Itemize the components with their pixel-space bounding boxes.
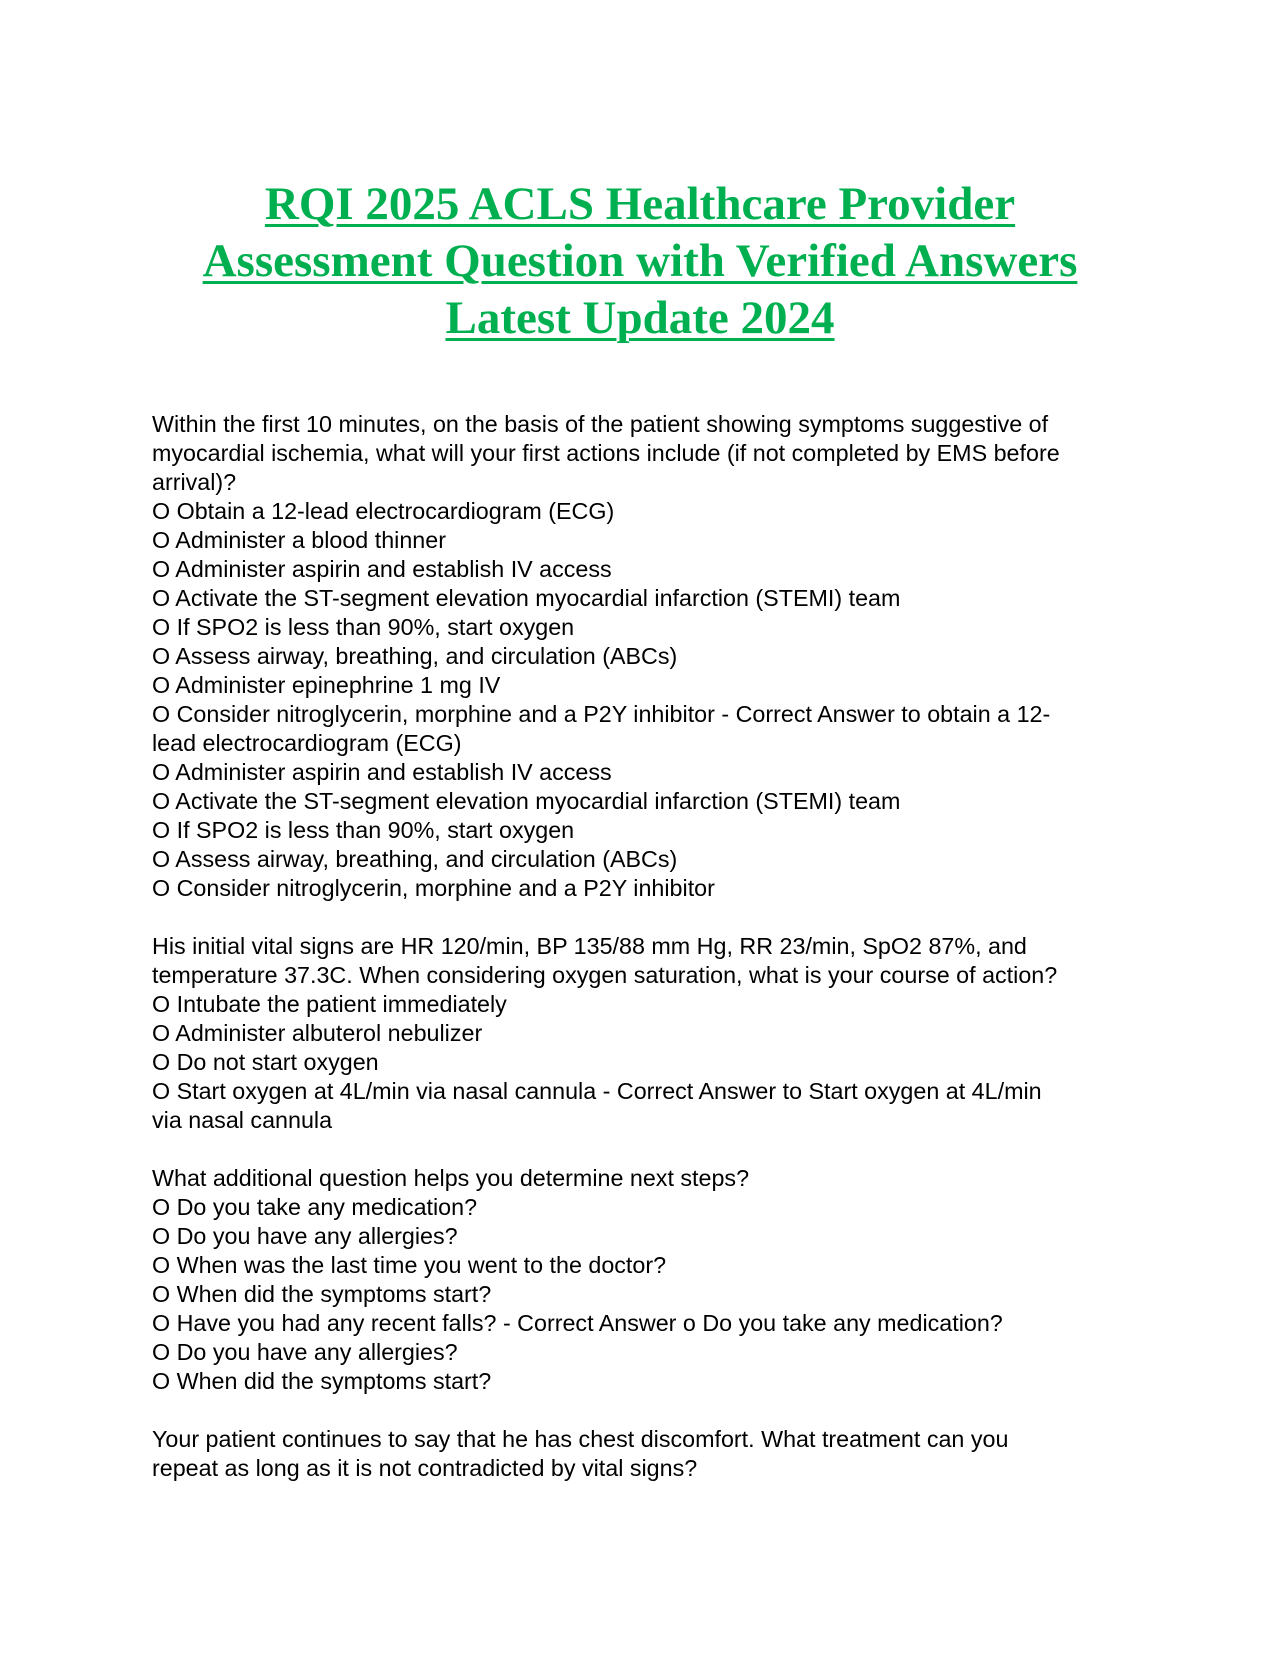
answer-option: O Assess airway, breathing, and circulation (ABCs)	[152, 846, 678, 872]
question-text: repeat as long as it is not contradicted by vital signs?	[152, 1455, 698, 1481]
answer-option: O Administer a blood thinner	[152, 527, 446, 553]
document-body	[152, 410, 1142, 1512]
document-title	[100, 176, 1180, 347]
question-block	[152, 1425, 1142, 1483]
answer-option: O Administer aspirin and establish IV access	[152, 556, 612, 582]
question-text: lead electrocardiogram (ECG)	[152, 730, 462, 756]
answer-option: O Assess airway, breathing, and circulation (ABCs)	[152, 643, 678, 669]
title-line: Assessment Question with Verified Answers	[202, 235, 1078, 287]
question-text: His initial vital signs are HR 120/min, BP 135/88 mm Hg, RR 23/min, SpO2 87%, and	[152, 933, 1027, 959]
question-text: Your patient continues to say that he has chest discomfort. What treatment can you	[152, 1426, 1009, 1452]
answer-option: O When did the symptoms start?	[152, 1368, 492, 1394]
answer-option: O Do you have any allergies?	[152, 1223, 458, 1249]
answer-option: O Do you take any medication?	[152, 1194, 478, 1220]
answer-option: O Obtain a 12-lead electrocardiogram (ECG)	[152, 498, 615, 524]
answer-option: O Administer epinephrine 1 mg IV	[152, 672, 501, 698]
title-line: Latest Update 2024	[445, 292, 835, 344]
answer-option: O Start oxygen at 4L/min via nasal cannula - Correct Answer to Start oxygen at 4L/min	[152, 1078, 1042, 1104]
title-line: RQI 2025 ACLS Healthcare Provider	[264, 178, 1016, 230]
answer-option: O Do not start oxygen	[152, 1049, 379, 1075]
answer-option: O Do you have any allergies?	[152, 1339, 458, 1365]
answer-option: O Consider nitroglycerin, morphine and a P2Y inhibitor	[152, 875, 715, 901]
answer-option: O Have you had any recent falls? - Correct Answer o Do you take any medication?	[152, 1310, 1003, 1336]
answer-option: O Activate the ST-segment elevation myocardial infarction (STEMI) team	[152, 585, 901, 611]
answer-option: O When was the last time you went to the doctor?	[152, 1252, 667, 1278]
question-text: myocardial ischemia, what will your first actions include (if not completed by EMS before	[152, 440, 1060, 466]
question-text: What additional question helps you determine next steps?	[152, 1165, 750, 1191]
answer-option: O Intubate the patient immediately	[152, 991, 507, 1017]
question-text: Within the first 10 minutes, on the basis of the patient showing symptoms suggestive of	[152, 411, 1049, 437]
question-block	[152, 932, 1142, 1135]
answer-option: O If SPO2 is less than 90%, start oxygen	[152, 817, 575, 843]
answer-option: O Administer albuterol nebulizer	[152, 1020, 483, 1046]
question-block	[152, 410, 1142, 903]
question-text: via nasal cannula	[152, 1107, 333, 1133]
answer-option: O If SPO2 is less than 90%, start oxygen	[152, 614, 575, 640]
question-text: temperature 37.3C. When considering oxygen saturation, what is your course of action?	[152, 962, 1058, 988]
answer-option: O Administer aspirin and establish IV access	[152, 759, 612, 785]
answer-option: O When did the symptoms start?	[152, 1281, 492, 1307]
answer-option: O Activate the ST-segment elevation myocardial infarction (STEMI) team	[152, 788, 901, 814]
answer-option: O Consider nitroglycerin, morphine and a P2Y inhibitor - Correct Answer to obtain a 12-	[152, 701, 1051, 727]
question-block	[152, 1164, 1142, 1396]
question-text: arrival)?	[152, 469, 237, 495]
